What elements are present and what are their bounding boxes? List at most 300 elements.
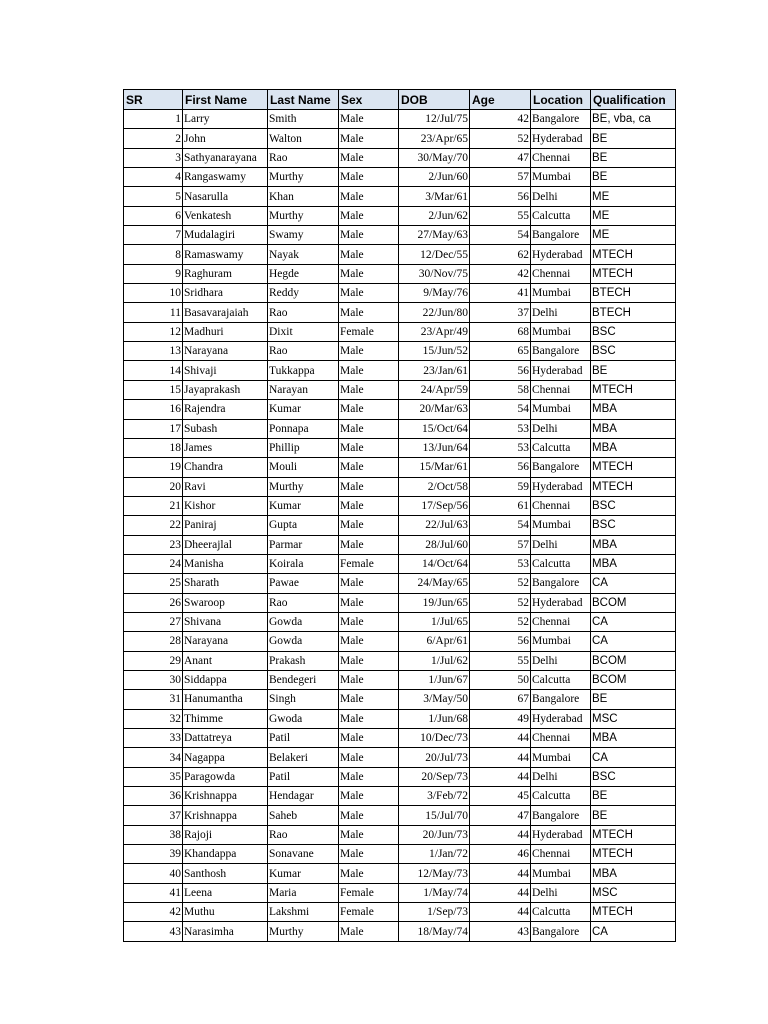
cell-dob: 10/Dec/73 xyxy=(399,729,470,748)
cell-age: 56 xyxy=(470,458,531,477)
cell-location: Chennai xyxy=(531,729,591,748)
cell-first-name: John xyxy=(183,129,268,148)
cell-age: 52 xyxy=(470,129,531,148)
cell-sex: Male xyxy=(339,380,399,399)
cell-first-name: Shivana xyxy=(183,612,268,631)
cell-last-name: Rao xyxy=(268,825,339,844)
cell-qualification: BCOM xyxy=(591,651,676,670)
cell-location: Hyderabad xyxy=(531,477,591,496)
cell-first-name: Ravi xyxy=(183,477,268,496)
cell-sex: Male xyxy=(339,574,399,593)
cell-last-name: Hegde xyxy=(268,264,339,283)
cell-sex: Male xyxy=(339,129,399,148)
cell-dob: 3/Feb/72 xyxy=(399,787,470,806)
table-row xyxy=(124,903,676,922)
cell-dob: 2/Jun/62 xyxy=(399,206,470,225)
table-row xyxy=(124,806,676,825)
table-row xyxy=(124,400,676,419)
cell-last-name: Kumar xyxy=(268,400,339,419)
cell-location: Calcutta xyxy=(531,670,591,689)
cell-age: 53 xyxy=(470,554,531,573)
cell-sex: Male xyxy=(339,400,399,419)
cell-age: 45 xyxy=(470,787,531,806)
cell-sr: 41 xyxy=(124,883,183,902)
cell-qualification: BSC xyxy=(591,342,676,361)
cell-sr: 15 xyxy=(124,380,183,399)
cell-first-name: Rajendra xyxy=(183,400,268,419)
table-row xyxy=(124,496,676,515)
cell-sex: Male xyxy=(339,729,399,748)
cell-sex: Male xyxy=(339,361,399,380)
table-row xyxy=(124,593,676,612)
cell-dob: 15/Jul/70 xyxy=(399,806,470,825)
table-row xyxy=(124,554,676,573)
cell-last-name: Kumar xyxy=(268,496,339,515)
cell-sex: Male xyxy=(339,168,399,187)
cell-sr: 11 xyxy=(124,303,183,322)
table-row xyxy=(124,767,676,786)
cell-first-name: Krishnappa xyxy=(183,787,268,806)
table-row xyxy=(124,574,676,593)
cell-age: 57 xyxy=(470,168,531,187)
cell-first-name: Siddappa xyxy=(183,670,268,689)
cell-last-name: Gowda xyxy=(268,612,339,631)
cell-qualification: MTECH xyxy=(591,245,676,264)
cell-age: 37 xyxy=(470,303,531,322)
cell-qualification: BE xyxy=(591,361,676,380)
cell-age: 56 xyxy=(470,361,531,380)
cell-age: 55 xyxy=(470,206,531,225)
cell-last-name: Hendagar xyxy=(268,787,339,806)
cell-sex: Male xyxy=(339,593,399,612)
cell-last-name: Rao xyxy=(268,342,339,361)
cell-sr: 25 xyxy=(124,574,183,593)
cell-location: Hyderabad xyxy=(531,825,591,844)
cell-location: Mumbai xyxy=(531,748,591,767)
cell-sr: 32 xyxy=(124,709,183,728)
cell-last-name: Patil xyxy=(268,767,339,786)
cell-qualification: MBA xyxy=(591,729,676,748)
cell-sex: Male xyxy=(339,690,399,709)
cell-sex: Male xyxy=(339,148,399,167)
cell-age: 56 xyxy=(470,632,531,651)
cell-location: Bangalore xyxy=(531,690,591,709)
cell-qualification: ME xyxy=(591,187,676,206)
cell-age: 47 xyxy=(470,148,531,167)
cell-sr: 2 xyxy=(124,129,183,148)
cell-dob: 1/May/74 xyxy=(399,883,470,902)
cell-age: 67 xyxy=(470,690,531,709)
cell-age: 46 xyxy=(470,845,531,864)
cell-dob: 1/Jan/72 xyxy=(399,845,470,864)
cell-age: 62 xyxy=(470,245,531,264)
cell-qualification: MSC xyxy=(591,709,676,728)
cell-first-name: Nagappa xyxy=(183,748,268,767)
table-row xyxy=(124,438,676,457)
cell-last-name: Rao xyxy=(268,148,339,167)
cell-last-name: Rao xyxy=(268,303,339,322)
cell-sr: 36 xyxy=(124,787,183,806)
cell-qualification: MTECH xyxy=(591,264,676,283)
cell-first-name: James xyxy=(183,438,268,457)
cell-sr: 5 xyxy=(124,187,183,206)
cell-last-name: Lakshmi xyxy=(268,903,339,922)
table-row xyxy=(124,361,676,380)
cell-location: Chennai xyxy=(531,845,591,864)
header-dob: DOB xyxy=(399,90,470,110)
cell-sr: 19 xyxy=(124,458,183,477)
cell-last-name: Tukkappa xyxy=(268,361,339,380)
cell-first-name: Anant xyxy=(183,651,268,670)
cell-sr: 27 xyxy=(124,612,183,631)
cell-age: 55 xyxy=(470,651,531,670)
cell-age: 44 xyxy=(470,825,531,844)
cell-location: Delhi xyxy=(531,767,591,786)
table-row xyxy=(124,264,676,283)
cell-qualification: MTECH xyxy=(591,380,676,399)
cell-sex: Male xyxy=(339,612,399,631)
cell-first-name: Shivaji xyxy=(183,361,268,380)
cell-location: Calcutta xyxy=(531,206,591,225)
cell-last-name: Reddy xyxy=(268,284,339,303)
cell-dob: 28/Jul/60 xyxy=(399,535,470,554)
cell-age: 54 xyxy=(470,400,531,419)
cell-sex: Male xyxy=(339,845,399,864)
table-row xyxy=(124,516,676,535)
cell-last-name: Murthy xyxy=(268,168,339,187)
cell-age: 59 xyxy=(470,477,531,496)
cell-dob: 6/Apr/61 xyxy=(399,632,470,651)
cell-dob: 27/May/63 xyxy=(399,226,470,245)
cell-dob: 1/Jul/65 xyxy=(399,612,470,631)
cell-dob: 20/Jul/73 xyxy=(399,748,470,767)
cell-first-name: Krishnappa xyxy=(183,806,268,825)
cell-location: Mumbai xyxy=(531,632,591,651)
cell-first-name: Basavarajaiah xyxy=(183,303,268,322)
cell-sr: 18 xyxy=(124,438,183,457)
cell-first-name: Dattatreya xyxy=(183,729,268,748)
cell-last-name: Patil xyxy=(268,729,339,748)
cell-dob: 17/Sep/56 xyxy=(399,496,470,515)
table-row xyxy=(124,303,676,322)
cell-age: 54 xyxy=(470,226,531,245)
table-row xyxy=(124,922,676,941)
cell-sex: Female xyxy=(339,883,399,902)
cell-age: 41 xyxy=(470,284,531,303)
cell-sex: Male xyxy=(339,670,399,689)
cell-sex: Male xyxy=(339,516,399,535)
cell-first-name: Subash xyxy=(183,419,268,438)
cell-last-name: Gwoda xyxy=(268,709,339,728)
cell-qualification: BCOM xyxy=(591,670,676,689)
table-row xyxy=(124,535,676,554)
cell-sr: 8 xyxy=(124,245,183,264)
cell-qualification: MTECH xyxy=(591,458,676,477)
cell-qualification: CA xyxy=(591,574,676,593)
cell-age: 42 xyxy=(470,264,531,283)
cell-first-name: Hanumantha xyxy=(183,690,268,709)
table-row xyxy=(124,670,676,689)
cell-last-name: Pawae xyxy=(268,574,339,593)
cell-dob: 15/Jun/52 xyxy=(399,342,470,361)
cell-dob: 2/Jun/60 xyxy=(399,168,470,187)
cell-dob: 1/Jun/67 xyxy=(399,670,470,689)
cell-sex: Male xyxy=(339,632,399,651)
cell-last-name: Walton xyxy=(268,129,339,148)
cell-first-name: Thimme xyxy=(183,709,268,728)
cell-last-name: Mouli xyxy=(268,458,339,477)
cell-qualification: ME xyxy=(591,226,676,245)
cell-qualification: CA xyxy=(591,748,676,767)
cell-age: 42 xyxy=(470,110,531,129)
table-row xyxy=(124,612,676,631)
cell-first-name: Dheerajlal xyxy=(183,535,268,554)
cell-age: 44 xyxy=(470,748,531,767)
cell-last-name: Bendegeri xyxy=(268,670,339,689)
cell-location: Bangalore xyxy=(531,342,591,361)
cell-first-name: Larry xyxy=(183,110,268,129)
cell-dob: 23/Apr/65 xyxy=(399,129,470,148)
cell-qualification: BSC xyxy=(591,767,676,786)
cell-sr: 29 xyxy=(124,651,183,670)
cell-last-name: Murthy xyxy=(268,477,339,496)
cell-last-name: Gupta xyxy=(268,516,339,535)
cell-qualification: ME xyxy=(591,206,676,225)
cell-dob: 2/Oct/58 xyxy=(399,477,470,496)
cell-first-name: Kishor xyxy=(183,496,268,515)
cell-location: Bangalore xyxy=(531,110,591,129)
cell-age: 43 xyxy=(470,922,531,941)
cell-last-name: Ponnapa xyxy=(268,419,339,438)
cell-last-name: Murthy xyxy=(268,922,339,941)
header-sex: Sex xyxy=(339,90,399,110)
cell-sex: Male xyxy=(339,496,399,515)
cell-qualification: MBA xyxy=(591,554,676,573)
cell-last-name: Singh xyxy=(268,690,339,709)
cell-first-name: Sharath xyxy=(183,574,268,593)
cell-sr: 3 xyxy=(124,148,183,167)
cell-dob: 22/Jun/80 xyxy=(399,303,470,322)
cell-location: Mumbai xyxy=(531,168,591,187)
cell-qualification: MTECH xyxy=(591,825,676,844)
cell-last-name: Phillip xyxy=(268,438,339,457)
cell-last-name: Prakash xyxy=(268,651,339,670)
cell-last-name: Rao xyxy=(268,593,339,612)
table-row xyxy=(124,825,676,844)
cell-age: 52 xyxy=(470,574,531,593)
cell-sex: Male xyxy=(339,303,399,322)
table-row xyxy=(124,748,676,767)
cell-sex: Male xyxy=(339,748,399,767)
table-row xyxy=(124,787,676,806)
cell-dob: 1/Jun/68 xyxy=(399,709,470,728)
cell-sex: Female xyxy=(339,554,399,573)
cell-sex: Female xyxy=(339,322,399,341)
cell-sex: Male xyxy=(339,767,399,786)
cell-sr: 12 xyxy=(124,322,183,341)
header-first-name: First Name xyxy=(183,90,268,110)
cell-first-name: Chandra xyxy=(183,458,268,477)
cell-qualification: MBA xyxy=(591,535,676,554)
cell-age: 61 xyxy=(470,496,531,515)
cell-first-name: Jayaprakash xyxy=(183,380,268,399)
cell-last-name: Dixit xyxy=(268,322,339,341)
cell-first-name: Sridhara xyxy=(183,284,268,303)
table-row xyxy=(124,690,676,709)
cell-sex: Male xyxy=(339,787,399,806)
header-last-name: Last Name xyxy=(268,90,339,110)
cell-sex: Male xyxy=(339,264,399,283)
table-row xyxy=(124,187,676,206)
cell-location: Bangalore xyxy=(531,574,591,593)
cell-sex: Male xyxy=(339,342,399,361)
cell-dob: 30/Nov/75 xyxy=(399,264,470,283)
cell-sr: 43 xyxy=(124,922,183,941)
cell-location: Bangalore xyxy=(531,806,591,825)
table-row xyxy=(124,864,676,883)
cell-qualification: MBA xyxy=(591,400,676,419)
cell-sr: 33 xyxy=(124,729,183,748)
cell-first-name: Nasarulla xyxy=(183,187,268,206)
table-row xyxy=(124,477,676,496)
cell-age: 44 xyxy=(470,729,531,748)
table-row xyxy=(124,651,676,670)
cell-location: Chennai xyxy=(531,148,591,167)
cell-first-name: Venkatesh xyxy=(183,206,268,225)
cell-age: 58 xyxy=(470,380,531,399)
cell-location: Hyderabad xyxy=(531,245,591,264)
cell-qualification: MBA xyxy=(591,419,676,438)
cell-first-name: Narayana xyxy=(183,632,268,651)
cell-location: Mumbai xyxy=(531,284,591,303)
cell-sr: 30 xyxy=(124,670,183,689)
table-row xyxy=(124,342,676,361)
cell-location: Calcutta xyxy=(531,438,591,457)
cell-last-name: Koirala xyxy=(268,554,339,573)
cell-sr: 20 xyxy=(124,477,183,496)
table-row xyxy=(124,206,676,225)
cell-dob: 23/Jan/61 xyxy=(399,361,470,380)
table-row xyxy=(124,845,676,864)
cell-sex: Male xyxy=(339,245,399,264)
cell-location: Delhi xyxy=(531,535,591,554)
header-age: Age xyxy=(470,90,531,110)
cell-location: Mumbai xyxy=(531,400,591,419)
cell-sr: 21 xyxy=(124,496,183,515)
cell-location: Chennai xyxy=(531,612,591,631)
cell-age: 53 xyxy=(470,419,531,438)
cell-age: 68 xyxy=(470,322,531,341)
cell-qualification: BE, vba, ca xyxy=(591,110,676,129)
cell-dob: 18/May/74 xyxy=(399,922,470,941)
cell-last-name: Murthy xyxy=(268,206,339,225)
cell-qualification: BE xyxy=(591,168,676,187)
cell-sex: Male xyxy=(339,110,399,129)
cell-dob: 3/May/50 xyxy=(399,690,470,709)
cell-qualification: MBA xyxy=(591,864,676,883)
cell-location: Bangalore xyxy=(531,922,591,941)
cell-dob: 20/Sep/73 xyxy=(399,767,470,786)
cell-age: 65 xyxy=(470,342,531,361)
cell-qualification: BTECH xyxy=(591,303,676,322)
cell-qualification: CA xyxy=(591,922,676,941)
cell-first-name: Raghuram xyxy=(183,264,268,283)
cell-first-name: Muthu xyxy=(183,903,268,922)
cell-last-name: Gowda xyxy=(268,632,339,651)
cell-sex: Male xyxy=(339,535,399,554)
cell-sr: 28 xyxy=(124,632,183,651)
cell-age: 54 xyxy=(470,516,531,535)
cell-sr: 42 xyxy=(124,903,183,922)
table-row xyxy=(124,709,676,728)
table-row xyxy=(124,729,676,748)
cell-dob: 1/Jul/62 xyxy=(399,651,470,670)
cell-qualification: BE xyxy=(591,690,676,709)
cell-sr: 6 xyxy=(124,206,183,225)
header-sr: SR xyxy=(124,90,183,110)
cell-dob: 19/Jun/65 xyxy=(399,593,470,612)
cell-first-name: Narayana xyxy=(183,342,268,361)
cell-age: 49 xyxy=(470,709,531,728)
cell-dob: 14/Oct/64 xyxy=(399,554,470,573)
cell-qualification: BSC xyxy=(591,322,676,341)
cell-dob: 13/Jun/64 xyxy=(399,438,470,457)
cell-sr: 39 xyxy=(124,845,183,864)
cell-sr: 16 xyxy=(124,400,183,419)
cell-dob: 9/May/76 xyxy=(399,284,470,303)
data-table xyxy=(123,89,676,942)
table-row xyxy=(124,380,676,399)
cell-location: Calcutta xyxy=(531,554,591,573)
cell-location: Hyderabad xyxy=(531,129,591,148)
cell-qualification: BE xyxy=(591,148,676,167)
cell-sr: 10 xyxy=(124,284,183,303)
cell-age: 44 xyxy=(470,864,531,883)
cell-location: Delhi xyxy=(531,419,591,438)
table-row xyxy=(124,284,676,303)
cell-age: 50 xyxy=(470,670,531,689)
table-row xyxy=(124,245,676,264)
cell-sr: 34 xyxy=(124,748,183,767)
cell-age: 44 xyxy=(470,883,531,902)
cell-qualification: MTECH xyxy=(591,845,676,864)
cell-dob: 22/Jul/63 xyxy=(399,516,470,535)
cell-sex: Male xyxy=(339,477,399,496)
cell-last-name: Parmar xyxy=(268,535,339,554)
cell-age: 52 xyxy=(470,593,531,612)
cell-qualification: BCOM xyxy=(591,593,676,612)
cell-first-name: Paragowda xyxy=(183,767,268,786)
cell-first-name: Paniraj xyxy=(183,516,268,535)
table-row xyxy=(124,110,676,129)
cell-last-name: Swamy xyxy=(268,226,339,245)
table-row xyxy=(124,322,676,341)
cell-dob: 20/Jun/73 xyxy=(399,825,470,844)
cell-location: Calcutta xyxy=(531,787,591,806)
cell-dob: 15/Mar/61 xyxy=(399,458,470,477)
cell-location: Delhi xyxy=(531,651,591,670)
cell-location: Delhi xyxy=(531,187,591,206)
cell-location: Mumbai xyxy=(531,864,591,883)
cell-qualification: BE xyxy=(591,787,676,806)
cell-sr: 22 xyxy=(124,516,183,535)
cell-sex: Male xyxy=(339,458,399,477)
cell-first-name: Rangaswamy xyxy=(183,168,268,187)
cell-dob: 20/Mar/63 xyxy=(399,400,470,419)
table-row xyxy=(124,419,676,438)
cell-location: Calcutta xyxy=(531,903,591,922)
cell-sex: Male xyxy=(339,651,399,670)
